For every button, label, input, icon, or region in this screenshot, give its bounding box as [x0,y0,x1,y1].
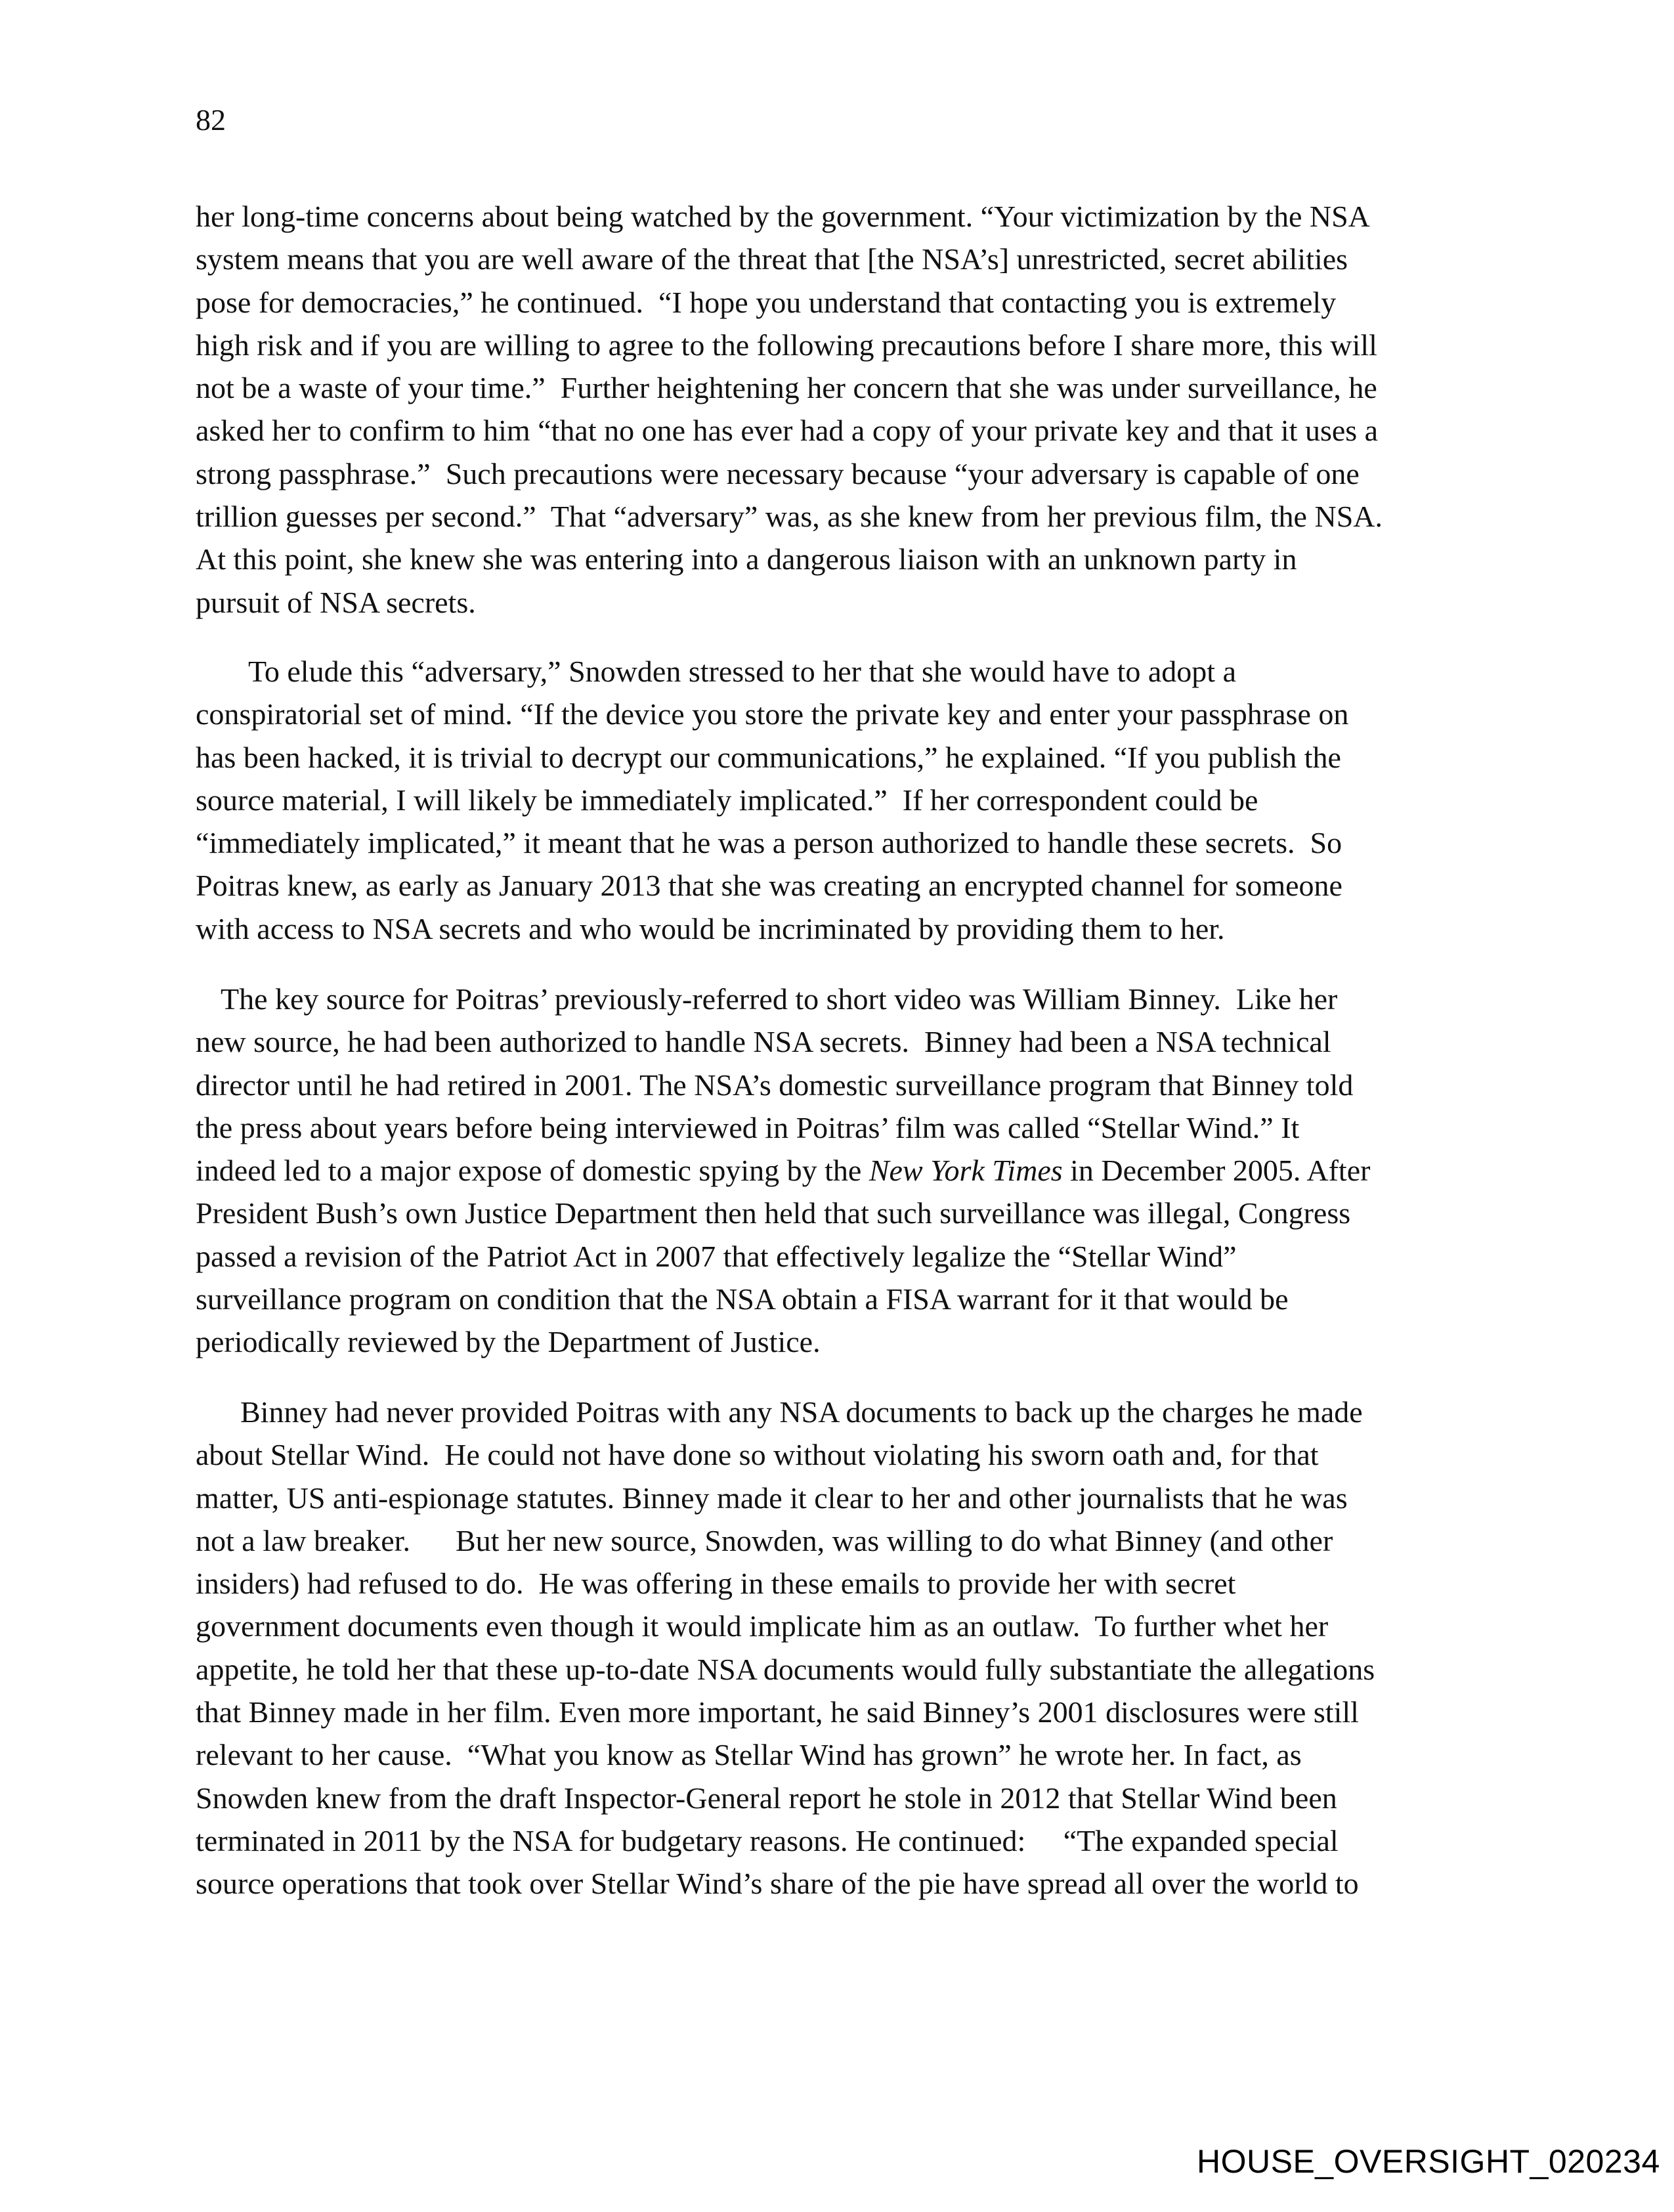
text-line: passed a revision of the Patriot Act in 2007 that effectively legalize the “Stellar Wind” [196,1239,1237,1273]
text-line: President Bush’s own Justice Department then held that such surveillance was illegal, Congress [196,1196,1351,1230]
text-line: relevant to her cause. “What you know as Stellar Wind has grown” he wrote her. In fact, as [196,1738,1302,1772]
text-line: has been hacked, it is trivial to decrypt our communications,” he explained. “If you publish the [196,740,1341,774]
text-line: asked her to confirm to him “that no one has ever had a copy of your private key and that it uses a [196,414,1379,448]
text-line: insiders) had refused to do. He was offering in these emails to provide her with secret [196,1567,1236,1601]
text-line: matter, US anti-espionage statutes. Binney made it clear to her and other journalists that he was [196,1481,1348,1515]
text-line: pose for democracies,” he continued. “I hope you understand that contacting you is extremely [196,285,1337,319]
text-line: that Binney made in her film. Even more important, he said Binney’s 2001 disclosures were still [196,1695,1359,1729]
paragraph-4 [196,1391,1509,1905]
text-line: Binney had never provided Poitras with any NSA documents to back up the charges he made [240,1395,1363,1429]
text-line: appetite, he told her that these up-to-date NSA documents would fully substantiate the allegations [196,1652,1375,1686]
text-line: source material, I will likely be immediately implicated.” If her correspondent could be [196,783,1258,817]
text-line: her long-time concerns about being watched by the government. “Your victimization by the NSA [196,200,1370,233]
text-line: terminated in 2011 by the NSA for budgetary reasons. He continued: “The expanded special [196,1823,1339,1857]
text-line: surveillance program on condition that the NSA obtain a FISA warrant for it that would be [196,1282,1289,1316]
text-line: Snowden knew from the draft Inspector-General report he stole in 2012 that Stellar Wind been [196,1781,1337,1815]
text-segment: in December 2005. After [1062,1154,1371,1188]
text-line: strong passphrase.” Such precautions were necessary because “your adversary is capable of one [196,456,1360,490]
paragraph-3 [196,978,1509,1364]
text-line: with access to NSA secrets and who would be incriminated by providing them to her. [196,911,1225,945]
text-line: At this point, she knew she was entering into a dangerous liaison with an unknown party in [196,542,1297,576]
text-line: not a law breaker. But her new source, Snowden, was willing to do what Binney (and other [196,1523,1333,1557]
text-line: “immediately implicated,” it meant that he was a person authorized to handle these secrets. So [196,826,1342,860]
text-line: new source, he had been authorized to handle NSA secrets. Binney had been a NSA technical [196,1025,1331,1059]
text-line: director until he had retired in 2001. The NSA’s domestic surveillance program that Binney told [196,1068,1354,1102]
text-line: system means that you are well aware of the threat that [the NSA’s] unrestricted, secret abilities [196,242,1348,276]
text-line: The key source for Poitras’ previously-referred to short video was William Binney. Like her [221,982,1338,1016]
text-line [196,1149,1509,1192]
text-line: Poitras knew, as early as January 2013 that she was creating an encrypted channel for someone [196,869,1342,903]
paragraph-1 [196,195,1509,624]
text-line: the press about years before being interviewed in Poitras’ film was called “Stellar Wind.” It [196,1110,1300,1144]
text-line: government documents even though it would implicate him as an outlaw. To further whet her [196,1609,1329,1643]
text-line: source operations that took over Stellar Wind’s share of the pie have spread all over the world to [196,1867,1359,1901]
bates-number: HOUSE_OVERSIGHT_020234 [1197,2143,1660,2180]
publication-title: New York Times [869,1154,1063,1188]
text-line: pursuit of NSA secrets. [196,585,476,619]
page-number: 82 [196,103,226,137]
text-line: not be a waste of your time.” Further heightening her concern that she was under surveillance, he [196,371,1377,405]
text-line: high risk and if you are willing to agree to the following precautions before I share more, this will [196,328,1377,362]
paragraph-2 [196,650,1509,950]
text-line: periodically reviewed by the Department of Justice. [196,1325,821,1359]
text-segment: indeed led to a major expose of domestic spying by the [196,1154,869,1188]
text-line: To elude this “adversary,” Snowden stressed to her that she would have to adopt a [248,655,1236,688]
text-line: about Stellar Wind. He could not have done so without violating his sworn oath and, for that [196,1438,1319,1472]
text-line: conspiratorial set of mind. “If the device you store the private key and enter your passphrase on [196,697,1349,731]
text-line: trillion guesses per second.” That “adversary” was, as she knew from her previous film, the NSA. [196,500,1383,534]
